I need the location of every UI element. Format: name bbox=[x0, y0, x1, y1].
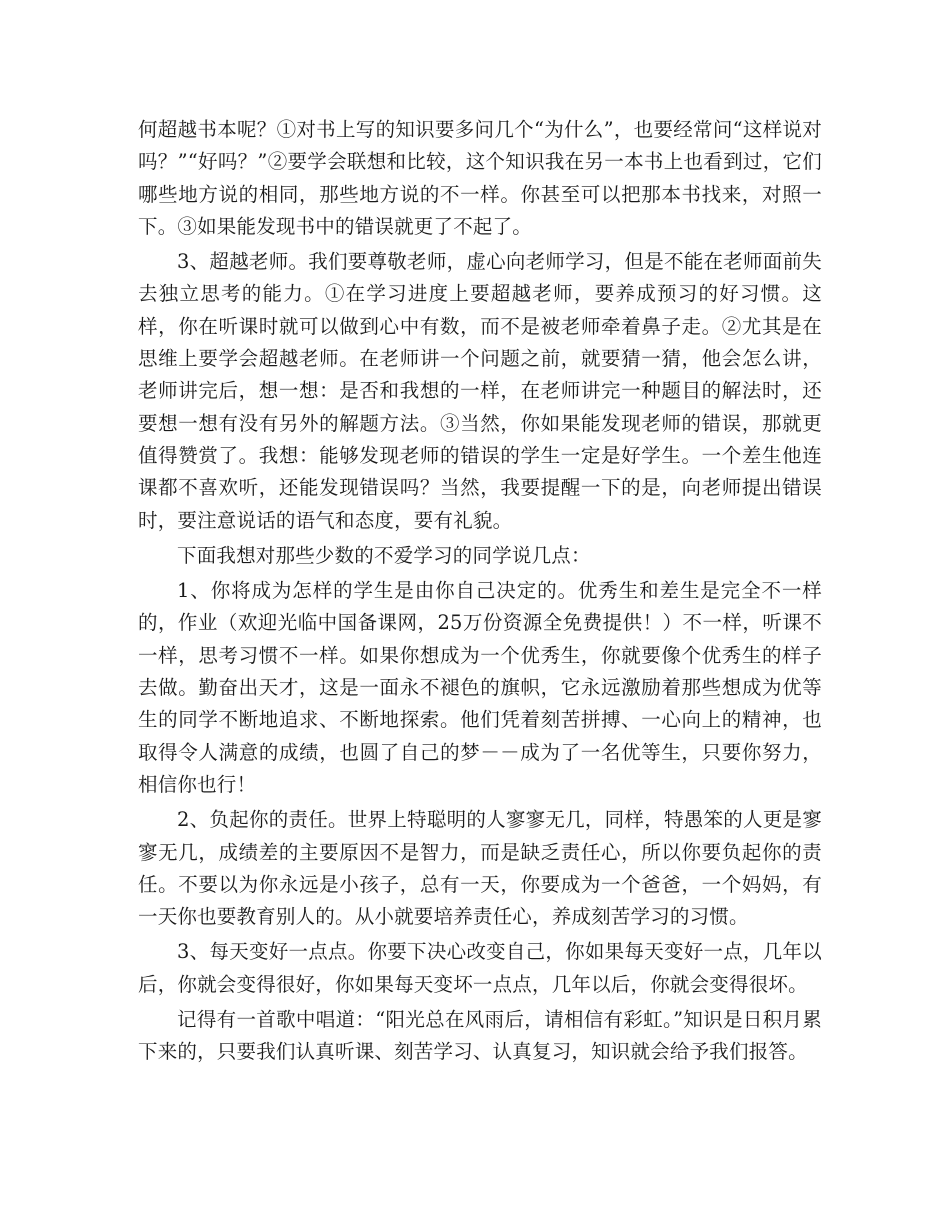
paragraph-point-2: 2、负起你的责任。世界上特聪明的人寥寥无几，同样，特愚笨的人更是寥寥无几，成绩差的主要原因不是智力，而是缺乏责任心，所以你要负起你的责任。不要以为你永远是小孩子，总有一天，你要成为一个爸爸，一个妈妈，有一天你也要教育别人的。从小就要培养责任心，养成刻苦学习的习惯。 bbox=[138, 808, 822, 929]
paragraph-point-1: 1、你将成为怎样的学生是由你自己决定的。优秀生和差生是完全不一样的，作业（欢迎光临中国备课网，25万份资源全免费提供！）不一样，听课不一样，思考习惯不一样。如果你想成为一个优秀生，你就要像个优秀生的样子去做。勤奋出天才，这是一面永不褪色的旗帜，它永远激励着那些想成为优等生的同学不断地追求、不断地探索。他们凭着刻苦拼搏、一心向上的精神，也取得令人满意的成绩，也圆了自己的梦－－成为了一名优等生，只要你努力，相信你也行！ bbox=[138, 579, 822, 796]
paragraph-book-surpassing: 何超越书本呢？①对书上写的知识要多问几个“为什么”，也要经常问“这样说对吗？”“好吗？”②要学会联想和比较，这个知识我在另一本书上也看到过，它们哪些地方说的相同，那些地方说的不一样。你甚至可以把那本书找来，对照一下。③如果能发现书中的错误就更了不起了。 bbox=[138, 118, 822, 238]
paragraph-closing: 记得有一首歌中唱道：“阳光总在风雨后，请相信有彩虹。”知识是日积月累下来的，只要我们认真听课、刻苦学习、认真复习，知识就会给予我们报答。 bbox=[138, 1008, 822, 1064]
paragraph-intro-points: 下面我想对那些少数的不爱学习的同学说几点： bbox=[177, 543, 591, 567]
document-body bbox=[138, 114, 822, 1069]
paragraph-surpass-teacher: 3、超越老师。我们要尊敬老师，虚心向老师学习，但是不能在老师面前失去独立思考的能力。①在学习进度上要超越老师，要养成预习的好习惯。这样，你在听课时就可以做到心中有数，而不是被老师牵着鼻子走。②尤其是在思维上要学会超越老师。在老师讲一个问题之前，就要猜一猜，他会怎么讲，老师讲完后，想一想：是否和我想的一样，在老师讲完一种题目的解法时，还要想一想有没有另外的解题方法。③当然，你如果能发现老师的错误，那就更值得赞赏了。我想：能够发现老师的错误的学生一定是好学生。一个差生他连课都不喜欢听，还能发现错误吗？当然，我要提醒一下的是，向老师提出错误时，要注意说话的语气和态度，要有礼貌。 bbox=[138, 250, 822, 532]
paragraph-point-3: 3、每天变好一点点。你要下决心改变自己，你如果每天变好一点，几年以后，你就会变得很好，你如果每天变坏一点点，几年以后，你就会变得很坏。 bbox=[138, 940, 822, 996]
